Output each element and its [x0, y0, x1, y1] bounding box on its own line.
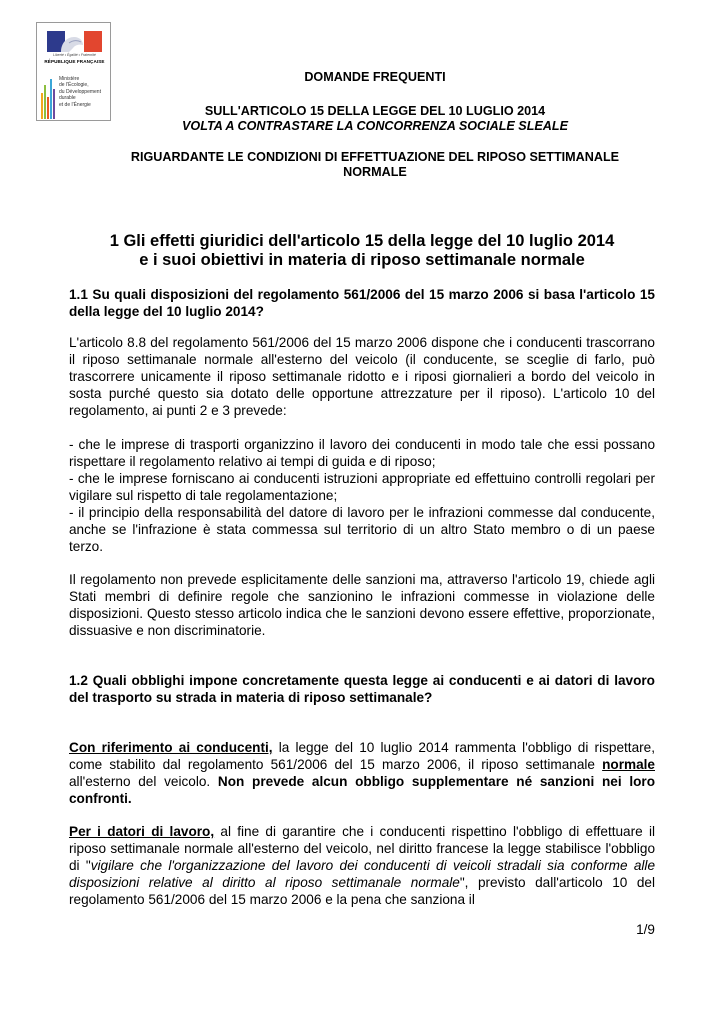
paragraph-1-1-b: Il regolamento non prevede esplicitamente delle sanzioni ma, attraverso l'articolo 19, chiede agli Stati membri di definire regole che sanzionino le infrazioni commesse in violazione delle disposizioni. Questo stesso articolo indica che le sanzioni devono essere effettive, proporzionate, dissuasive e non discriminatorie.	[69, 572, 655, 638]
ministry-line: Ministère	[59, 76, 80, 82]
section-1-heading-line1: 1 Gli effetti giuridici dell'articolo 15 della legge del 10 luglio 2014	[109, 232, 615, 250]
ministry-line: de l'Écologie,	[59, 82, 89, 89]
employers-text-2: ", previsto dall'articolo 10 del regolamento 561/2006 del 15 marzo 2006 e la pena che sanziona il	[69, 875, 655, 907]
document-subtitle-2: VOLTA A CONTRASTARE LA CONCORRENZA SOCIALE SLEALE	[182, 119, 568, 133]
ministry-line: durable	[59, 95, 76, 102]
paragraph-drivers	[69, 739, 655, 807]
drivers-emphasis: normale	[602, 757, 655, 772]
drivers-lead: Con riferimento ai conducenti,	[69, 740, 273, 755]
logo-bars-icon	[41, 73, 55, 119]
employers-text-1: al fine di garantire che i conducenti rispettino l'obbligo di effettuare il riposo settimanale normale all'esterno del veicolo, nel diritto francese la legge stabilisce l'obbligo di "	[69, 824, 655, 873]
question-1-1: 1.1 Su quali disposizioni del regolamento 561/2006 del 15 marzo 2006 si basa l'articolo 15 della legge del 10 luglio 2014?	[69, 287, 655, 319]
drivers-text-1: la legge del 10 luglio 2014 rammenta l'obbligo di rispettare, come stabilito dal regolamento 561/2006 del 15 marzo 2006, il riposo settimanale	[69, 740, 656, 772]
bullet-1: - che le imprese di trasporti organizzino il lavoro dei conducenti in modo tale che essi possano rispettare il regolamento relativo ai tempi di guida e di riposo;	[69, 437, 655, 469]
bullet-2: - che le imprese forniscano ai conducenti istruzioni appropriate ed effettuino controlli regolari per vigilare sul rispetto di tale regolamentazione;	[69, 471, 655, 503]
marianne-flag-icon	[47, 31, 102, 52]
employers-quote: vigilare che l'organizzazione del lavoro dei conducenti di veicoli stradali sia conforme alle disposizioni relative al diritto al riposo settimanale normale	[69, 858, 656, 890]
drivers-bold: Non prevede alcun obbligo supplementare né sanzioni nei loro confronti.	[69, 774, 655, 806]
bullet-3: - il principio della responsabilità del datore di lavoro per le infrazioni commesse dal conducente, anche se l'infrazione è stata commessa sul territorio di un altro Stato membro o di un paese terzo.	[69, 505, 655, 554]
document-title: DOMANDE FREQUENTI	[304, 70, 446, 84]
drivers-text-2: all'esterno del veicolo.	[69, 774, 218, 789]
page-number: 1/9	[636, 922, 655, 937]
paragraph-1-1-a: L'articolo 8.8 del regolamento 561/2006 del 15 marzo 2006 dispone che i conducenti trascorrano il riposo settimanale normale all'esterno del veicolo (il conducente, se sceglie di farlo, può trascorrere unicamente il riposo settimanale ridotto e i riposi giornalieri a bordo del veicolo in sosta purché questo sia dotato delle opportune attrezzature per il riposo). L'articolo 10 del regolamento, ai punti 2 e 3 prevede:	[69, 335, 655, 418]
employers-lead: Per i datori di lavoro,	[69, 824, 215, 839]
section-1-heading-line2: e i suoi obiettivi in materia di riposo settimanale normale	[139, 251, 585, 269]
ministry-line: et de l'Énergie	[59, 101, 91, 108]
document-subtitle-3b: NORMALE	[343, 165, 407, 179]
document-subtitle-3a: RIGUARDANTE LE CONDIZIONI DI EFFETTUAZIONE DEL RIPOSO SETTIMANALE	[130, 150, 620, 164]
document-subtitle-1: SULL'ARTICOLO 15 DELLA LEGGE DEL 10 LUGLIO 2014	[204, 104, 546, 118]
logo-motto: Liberté • Égalité • Fraternité	[53, 53, 96, 57]
ministry-line: du Développement	[59, 88, 101, 95]
paragraph-employers	[69, 823, 655, 908]
logo-republic: RÉPUBLIQUE FRANÇAISE	[44, 59, 105, 64]
question-1-2: 1.2 Quali obblighi impone concretamente questa legge ai conducenti e ai datori di lavoro del trasporto su strada in materia di riposo settimanale?	[69, 673, 655, 705]
